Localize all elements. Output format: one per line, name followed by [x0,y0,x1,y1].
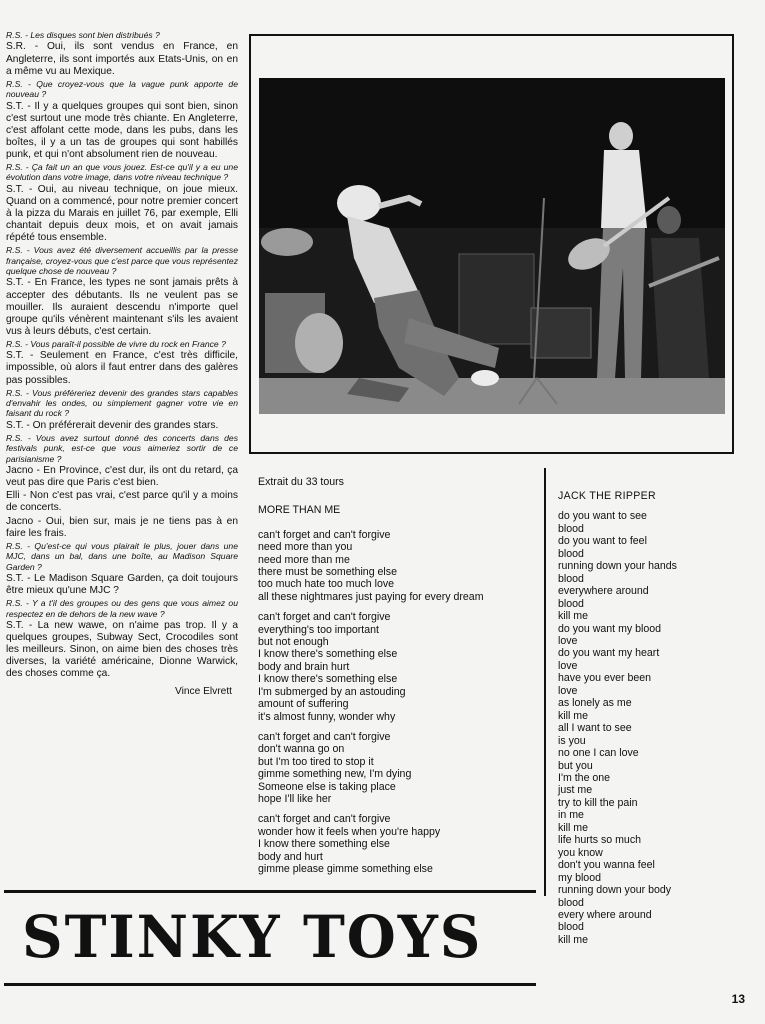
interview-column [6,30,238,699]
interview-question: R.S. - Les disques sont bien distribués ? [6,30,160,40]
lyric-line: everything's too important [258,623,379,636]
interview-question: R.S. - Vous paraît-il possible de vivre du rock en France ? [6,338,226,349]
interview-question: R.S. - Y a t'il des groupes ou des gens que vous aimez ou respectez en de dehors de la new wave ? [6,598,238,619]
lyric-line: blood [558,921,584,934]
lyric-line: running down your hands [558,560,677,573]
lyric-line: need more than me [258,553,350,566]
album-caption: Extrait du 33 tours [258,476,344,488]
concert-photo-frame [249,34,734,454]
lyric-line: there must be something else [258,566,397,579]
song1-stanza [258,813,548,875]
lyric-line: but I'm too tired to stop it [258,755,374,768]
lyric-line: everywhere around [558,585,649,598]
lyric-line: kill me [558,709,589,722]
lyric-line: wonder how it feels when you're happy [258,825,441,838]
interview-answer: Jacno - Oui, bien sur, mais je ne tiens pas à en faire les frais. [6,515,238,539]
lyric-line: all these nightmares just paying for every dream [258,590,484,603]
song1-title: MORE THAN ME [258,504,341,517]
lyric-line: my blood [558,871,601,884]
interview-answer: Elli - Non c'est pas vrai, c'est parce qu'il y a moins de concerts. [6,490,238,514]
title-top-rule [4,890,536,893]
band-title: STINKY TOYS [22,903,483,971]
interview-answer: S.T. - En France, les types ne sont jamais prêts à accepter des débutants. Ils ne veulent pas se mouiller. Ils auraient descendu n'importe quel groupe qu'ils vénèrent maintenant s'ils les avaient vus à leurs débuts, c'est certain. [6,277,238,337]
lyric-line: do you want to feel [558,535,647,548]
interview-question: R.S. - Ça fait un an que vous jouez. Est-ce qu'il y a eu une évolution dans votre image, dans votre niveau technique ? [6,161,238,183]
interview-answer: S.T. - Le Madison Square Garden, ça doit toujours être mieux qu'une MJC ? [6,572,238,597]
interview-answer: S.T. - Il y a quelques groupes qui sont bien, sinon c'est surtout une mode très chiante. En Angleterre, c'est affolant cette mode, dans les pubs, dans les boîtes, il y a un tas de groupes qui sont habillés punk, et qui n'ont absolument rien de nouveau. [6,100,238,160]
interview-question: R.S. - Que croyez-vous que la vague punk apporte de nouveau ? [6,78,238,100]
lyric-line: all I want to see [558,722,632,735]
lyric-line: kill me [558,821,589,834]
lyric-line: every where around [558,908,652,921]
lyric-line: just me [558,784,593,797]
lyric-line: do you want my blood [558,622,662,635]
lyric-line: can't forget and can't forgive [258,528,391,541]
lyric-line: amount of suffering [258,698,349,711]
lyric-line: hope I'll like her [258,792,332,805]
song2-title: JACK THE RIPPER [558,490,656,502]
lyric-line: I'm the one [558,771,611,784]
lyric-line: don't wanna go on [258,743,345,756]
lyric-line: kill me [558,610,589,623]
lyric-line: you know [558,846,603,859]
lyric-line: blood [558,597,584,610]
concert-photo [259,78,725,414]
lyric-line: blood [558,896,584,909]
lyric-line: blood [558,572,584,585]
song1-stanza [258,611,548,723]
lyric-line: too much hate too much love [258,578,395,591]
interview-question: R.S. - Vous préféreriez devenir des grandes stars capables d'envahir les ondes, ou simplement gagner votre vie en faisant du rock ? [6,387,238,419]
lyric-line: but not enough [258,636,329,649]
song1-lyrics [258,476,548,883]
lyric-line: kill me [558,933,589,946]
lyric-line: but you [558,759,593,772]
song2-lyrics [558,490,748,946]
lyric-line: as lonely as me [558,697,632,710]
lyric-line: no one I can love [558,747,639,760]
lyric-line: love [558,634,578,647]
lyric-line: try to kill the pain [558,796,638,809]
interview-answer: S.T. - On préférerait devenir des grandes stars. [6,419,219,431]
lyric-line: can't forget and can't forgive [258,730,391,743]
lyric-line: gimme please gimme something else [258,862,433,875]
lyric-line: I know there's something else [258,673,398,686]
lyric-line: blood [558,547,584,560]
lyric-line: in me [558,809,584,822]
lyric-line: need more than you [258,541,353,554]
interview-question: R.S. - Vous avez été diversement accueillis par la presse française, croyez-vous que c'est parce que vous représentez quelque chose de nouveau ? [6,245,238,277]
lyric-line: love [558,684,578,697]
lyric-line: can't forget and can't forgive [258,813,391,826]
lyric-line: is you [558,734,586,747]
song1-stanza [258,731,548,805]
lyric-line: do you want to see [558,510,647,523]
interview-question: R.S. - Vous avez surtout donné des concerts dans des festivals punk, est-ce que vous aimeriez sortir de ce parisianisme ? [6,432,238,464]
interview-answer: S.T. - Oui, au niveau technique, on joue mieux. Quand on a commencé, pour notre premier concert à la pizza du Marais en juillet 76, par exemple, Elli chantait depuis deux mois, et on avait jamais répété tous ensemble. [6,183,238,244]
lyric-line: love [558,659,578,672]
lyric-line: do you want my heart [558,647,660,660]
lyric-line: I know there's something else [258,648,398,661]
lyric-line: Someone else is taking place [258,780,396,793]
lyric-line: blood [558,522,584,535]
lyric-line: have you ever been [558,672,652,685]
interview-answer: S.T. - Seulement en France, c'est très difficile, impossible, où alors il faut entrer dans des galères pas possibles. [6,350,238,386]
lyric-line: running down your body [558,884,672,897]
lyrics-divider [544,468,546,896]
lyric-line: gimme something new, I'm dying [258,768,412,781]
lyric-line: it's almost funny, wonder why [258,710,396,723]
lyric-line: can't forget and can't forgive [258,611,391,624]
lyric-line: life hurts so much [558,834,642,847]
interview-answer: S.T. - La new wawe, on n'aime pas trop. Il y a quelques groupes, Subway Sect, Crocodiles sont les meilleurs. Sinon, on aime bien des choses très diverses, la variété américaine, Dionne Warwick, des choses comme ça. [6,619,238,680]
lyric-line: I'm submerged by an astouding [258,685,406,698]
page-number: 13 [731,992,745,1006]
interview-question: R.S. - Qu'est-ce qui vous plairait le plus, jouer dans une MJC, dans un bal, dans une boîte, au Madison Square Garden ? [6,540,238,572]
lyric-line: don't you wanna feel [558,859,655,872]
title-bottom-rule [4,983,536,986]
lyric-line: body and hurt [258,850,323,863]
lyric-line: I know there something else [258,838,390,851]
interview-answer: S.R. - Oui, ils sont vendus en France, en Angleterre, ils sont importés aux Etats-Unis, on en a même vu au Mexique. [6,41,238,77]
lyric-line: body and brain hurt [258,660,350,673]
author-signature: Vince Elvrett [174,686,232,698]
song1-stanza [258,529,548,603]
interview-answer: Jacno - En Province, c'est dur, ils ont du retard, ça veut pas dire que Paris c'est bien. [6,465,238,489]
